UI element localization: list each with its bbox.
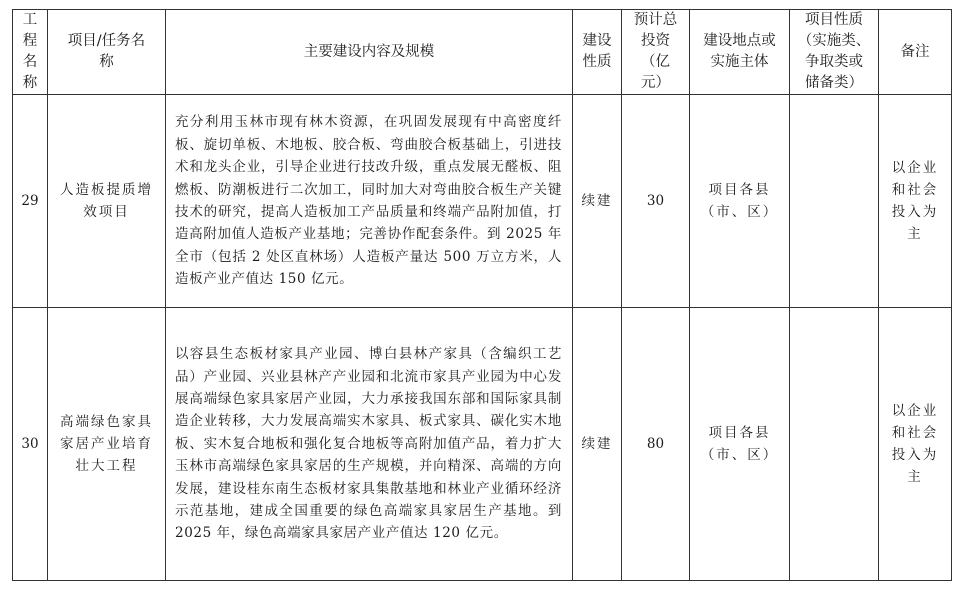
row-nature: 续建: [573, 95, 622, 308]
row-investment: 80: [622, 308, 690, 581]
row-location: 项目各县 （市、区）: [690, 308, 790, 581]
row-number: 30: [13, 308, 48, 581]
row-remark: 以企业 和社会 投入为 主: [879, 308, 952, 581]
row-remark: 以企业 和社会 投入为 主: [879, 95, 952, 308]
header-task-name: 项目/任务名 称: [48, 10, 166, 95]
row-content: 以容县生态板材家具产业园、博白县林产家具（含编织工艺品）产业园、兴业县林产产业园和北流市家具产业园为中心发展高端绿色家具家居产业园，大力承接我国东部和国际家具制造企业转移，大力发展高端实木家具、板式家具、碳化实木地板、实木复合地板和强化复合地板等高附加值产品，着力扩大玉林市高端绿色家具家居的生产规模，并向精深、高端的方向发展，建设桂东南生态板材家具集散基地和林业产业循环经济示范基地，建成全国重要的绿色高端家具家居生产基地。到 2025 年，绿色高端家具家居产业产值达 120 亿元。: [166, 308, 573, 581]
header-nature: 建设 性质: [573, 10, 622, 95]
header-remark: 备注: [879, 10, 952, 95]
row-task-name: 高端绿色家具 家居产业培育 壮大工程: [48, 308, 166, 581]
row-project-type: [790, 95, 879, 308]
header-project-type: 项目性质 （实施类、 争取类或 储备类）: [790, 10, 879, 95]
header-main-content: 主要建设内容及规模: [166, 10, 573, 95]
header-investment: 预计总 投资 （亿 元）: [622, 10, 690, 95]
row-number: 29: [13, 95, 48, 308]
row-nature: 续建: [573, 308, 622, 581]
project-table: [12, 9, 952, 581]
row-project-type: [790, 308, 879, 581]
header-location: 建设地点或 实施主体: [690, 10, 790, 95]
header-row: [13, 10, 952, 95]
header-project-group: 工 程 名 称: [13, 10, 48, 95]
row-content: 充分利用玉林市现有林木资源，在巩固发展现有中高密度纤板、旋切单板、木地板、胶合板、弯曲胶合板基础上，引进技术和龙头企业，引导企业进行技改升级，重点发展无醛板、阻燃板、防潮板进行二次加工，同时加大对弯曲胶合板生产关键技术的研究，提高人造板加工产品质量和终端产品附加值，打造高附加值人造板产业基地；完善协作配套条件。到 2025 年全市（包括 2 处区直林场）人造板产量达 500 万立方米，人造板产业产值达 150 亿元。: [166, 95, 573, 308]
row-investment: 30: [622, 95, 690, 308]
row-location: 项目各县 （市、区）: [690, 95, 790, 308]
row-task-name: 人造板提质增 效项目: [48, 95, 166, 308]
table-row: [13, 95, 952, 308]
table-row: [13, 308, 952, 581]
